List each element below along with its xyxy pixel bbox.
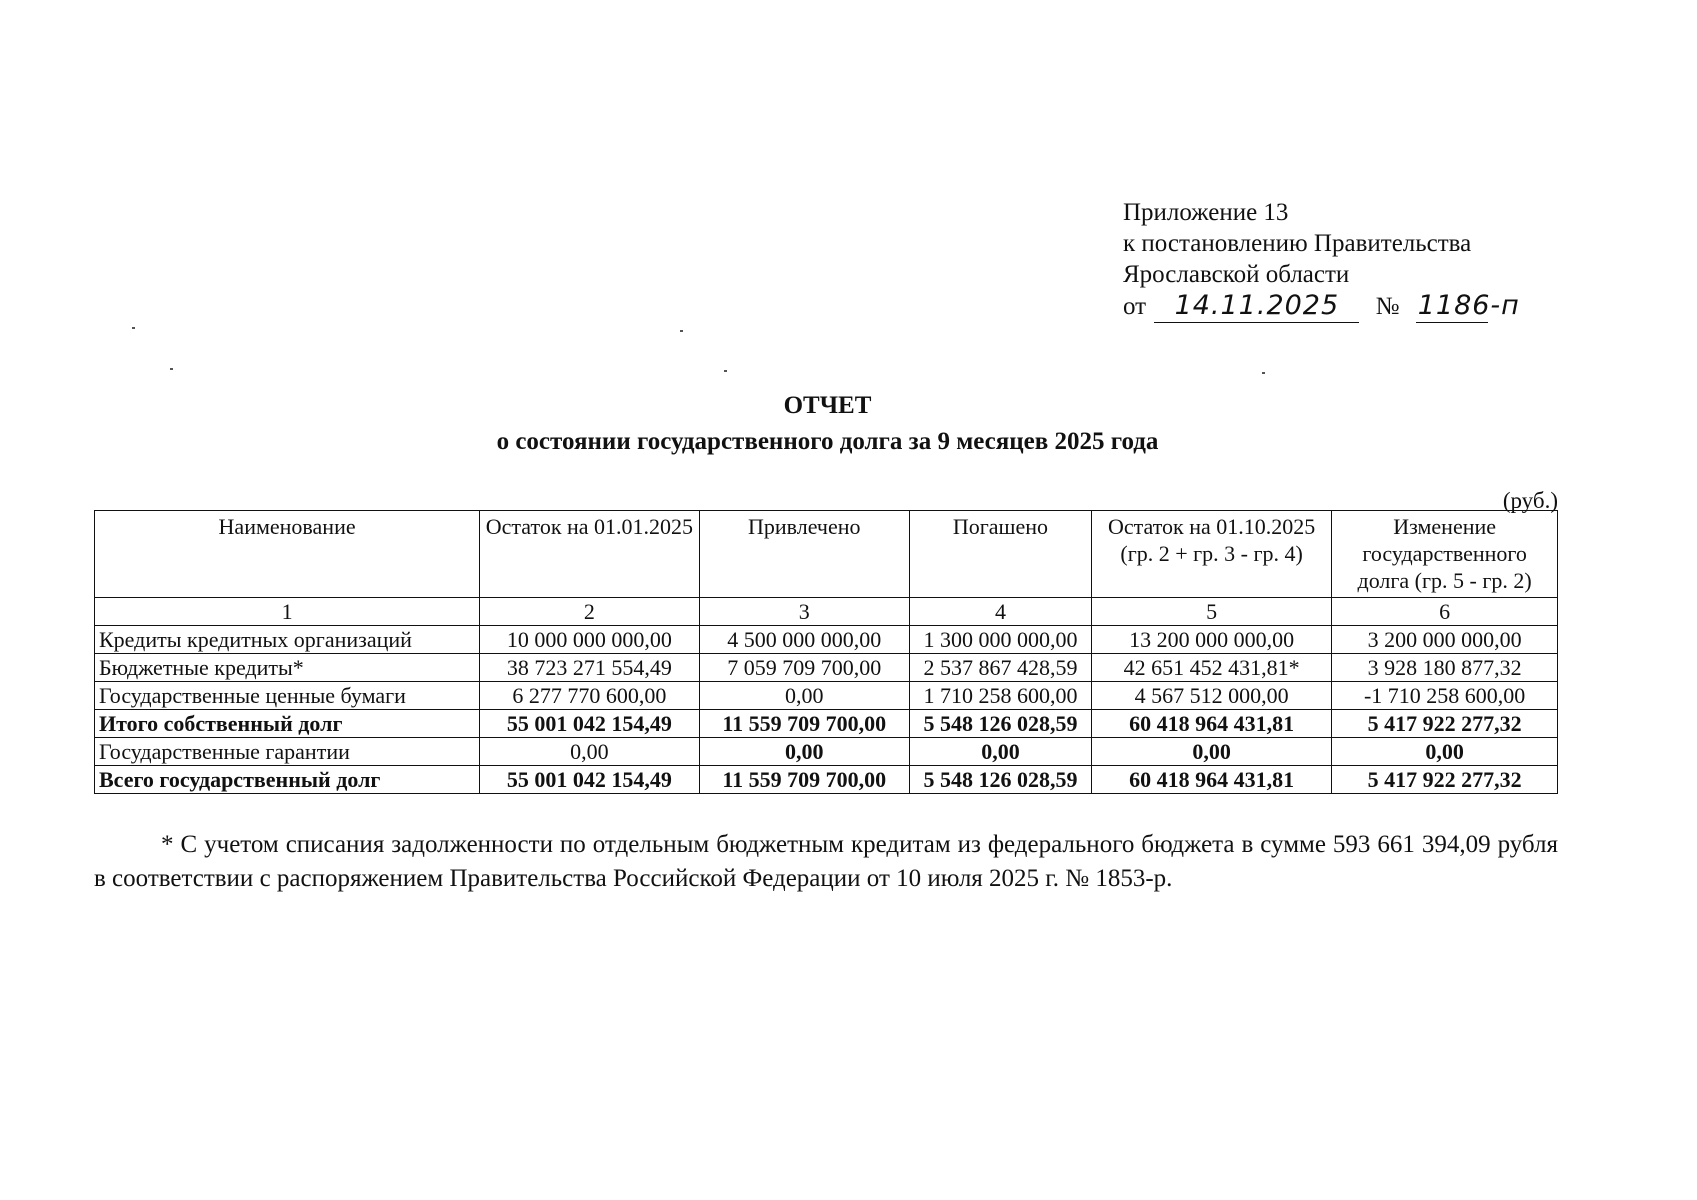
appendix-title: Приложение 13: [1123, 199, 1289, 226]
column-number: 4: [909, 598, 1091, 626]
scan-speck: [1262, 372, 1265, 374]
column-number: 1: [95, 598, 480, 626]
table-row: [95, 682, 1558, 710]
column-number-row: [95, 598, 1558, 626]
header-repaid: Погашено: [909, 511, 1091, 598]
cell-attracted: 7 059 709 700,00: [699, 654, 909, 682]
cell-repaid: 5 548 126 028,59: [909, 766, 1091, 794]
row-name: Государственные ценные бумаги: [95, 682, 480, 710]
cell-attracted: 11 559 709 700,00: [699, 766, 909, 794]
cell-change: 3 928 180 877,32: [1332, 654, 1558, 682]
header-change: Изменение государственного долга (гр. 5 - гр. 2): [1332, 511, 1558, 598]
cell-balance-end: 4 567 512 000,00: [1092, 682, 1332, 710]
number-label: №: [1375, 293, 1400, 320]
report-title: ОТЧЕТ: [783, 392, 872, 419]
scan-speck: [170, 368, 173, 370]
date-field: [1154, 290, 1359, 323]
cell-change: -1 710 258 600,00: [1332, 682, 1558, 710]
appendix-region: Ярославской области: [1123, 261, 1350, 288]
table-row: [95, 626, 1558, 654]
scan-speck: [680, 330, 683, 332]
column-number: 2: [480, 598, 700, 626]
cell-balance-start: 6 277 770 600,00: [480, 682, 700, 710]
debt-table: [94, 510, 1558, 794]
cell-repaid: 0,00: [909, 738, 1091, 766]
handwritten-date: 14.11.2025: [1174, 290, 1340, 321]
from-label: от: [1123, 293, 1147, 320]
scan-speck: [132, 327, 135, 329]
header-balance-end: Остаток на 01.10.2025 (гр. 2 + гр. 3 - гр. 4): [1092, 511, 1332, 598]
column-number: 3: [699, 598, 909, 626]
cell-balance-start: 55 001 042 154,49: [480, 710, 700, 738]
appendix-resolution: к постановлению Правительства: [1123, 230, 1472, 257]
cell-repaid: 2 537 867 428,59: [909, 654, 1091, 682]
report-subtitle: о состоянии государственного долга за 9 месяцев 2025 года: [496, 428, 1159, 455]
cell-attracted: 0,00: [699, 682, 909, 710]
handwritten-number: 1186-п: [1417, 290, 1520, 321]
row-name: Кредиты кредитных организаций: [95, 626, 480, 654]
cell-balance-start: 55 001 042 154,49: [480, 766, 700, 794]
scan-speck: [724, 370, 727, 372]
cell-balance-end: 0,00: [1092, 738, 1332, 766]
cell-attracted: 4 500 000 000,00: [699, 626, 909, 654]
cell-balance-start: 38 723 271 554,49: [480, 654, 700, 682]
table-row: [95, 738, 1558, 766]
cell-balance-start: 0,00: [480, 738, 700, 766]
table-row-total-own: [95, 710, 1558, 738]
appendix-date-number: [1123, 290, 1520, 323]
cell-repaid: 5 548 126 028,59: [909, 710, 1091, 738]
cell-change: 5 417 922 277,32: [1332, 710, 1558, 738]
cell-attracted: 0,00: [699, 738, 909, 766]
footnote: * С учетом списания задолженности по отдельным бюджетным кредитам из федерального бюджета в сумме 593 661 394,09 рубля в соответствии с распоряжением Правительства Российской Федерации от 10 июля 2025 г. № 1853-р.: [94, 831, 1558, 892]
row-name: Итого собственный долг: [95, 710, 480, 738]
cell-repaid: 1 300 000 000,00: [909, 626, 1091, 654]
number-field: [1416, 290, 1520, 323]
header-balance-start: Остаток на 01.01.2025: [480, 511, 700, 598]
cell-balance-end: 42 651 452 431,81*: [1092, 654, 1332, 682]
column-number: 6: [1332, 598, 1558, 626]
cell-balance-end: 60 418 964 431,81: [1092, 710, 1332, 738]
appendix-block: [1123, 197, 1520, 323]
cell-change: 5 417 922 277,32: [1332, 766, 1558, 794]
header-attracted: Привлечено: [699, 511, 909, 598]
cell-change: 0,00: [1332, 738, 1558, 766]
cell-change: 3 200 000 000,00: [1332, 626, 1558, 654]
row-name: Всего государственный долг: [95, 766, 480, 794]
table-header-row: [95, 511, 1558, 598]
header-name: Наименование: [95, 511, 480, 598]
cell-repaid: 1 710 258 600,00: [909, 682, 1091, 710]
cell-balance-start: 10 000 000 000,00: [480, 626, 700, 654]
column-number: 5: [1092, 598, 1332, 626]
unit-label: (руб.): [1502, 488, 1558, 513]
table-row-grand-total: [95, 766, 1558, 794]
table-row: [95, 654, 1558, 682]
row-name: Государственные гарантии: [95, 738, 480, 766]
row-name: Бюджетные кредиты*: [95, 654, 480, 682]
cell-balance-end: 60 418 964 431,81: [1092, 766, 1332, 794]
cell-attracted: 11 559 709 700,00: [699, 710, 909, 738]
cell-balance-end: 13 200 000 000,00: [1092, 626, 1332, 654]
